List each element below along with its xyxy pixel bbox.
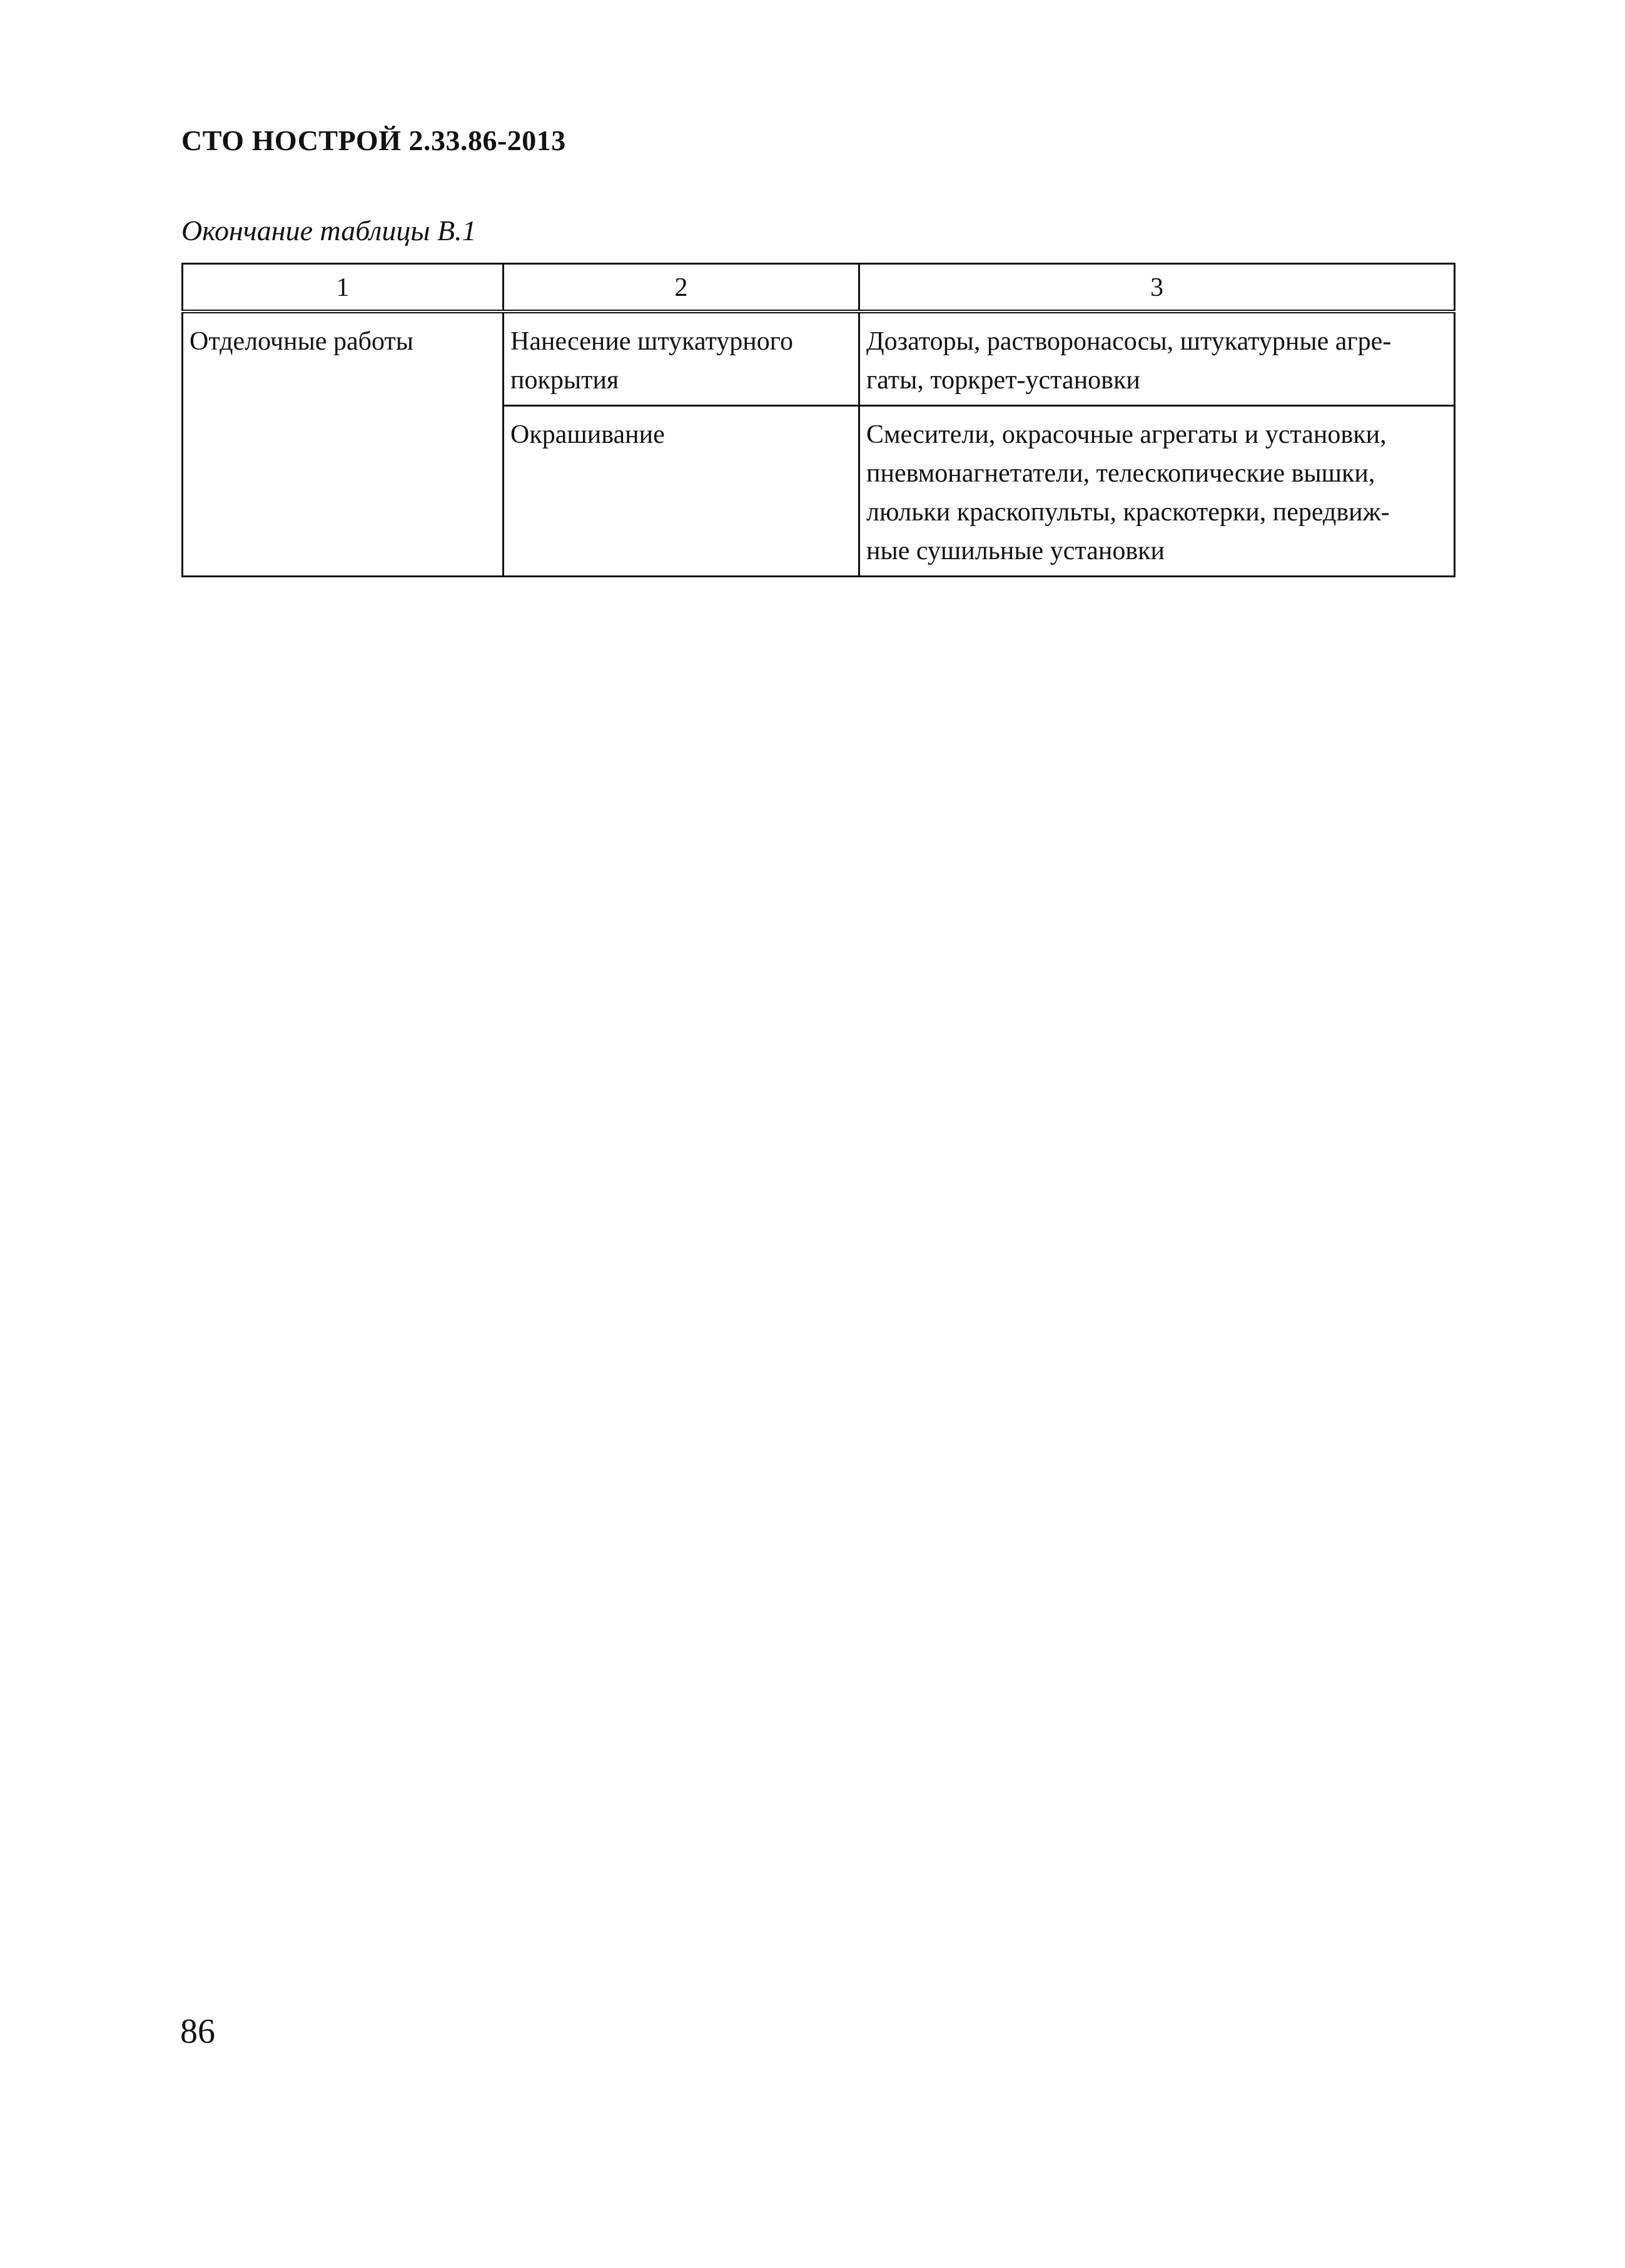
operation-cell [504, 311, 859, 406]
cell-line: люльки краскопульты, краскотерки, передвиж- [866, 498, 1390, 527]
equipment-cell [859, 406, 1455, 577]
work-type-cell: Отделочные работы [183, 311, 504, 577]
table-header-row [183, 264, 1455, 312]
column-header-3: 3 [859, 264, 1455, 312]
column-header-2: 2 [504, 264, 859, 312]
column-header-1: 1 [183, 264, 504, 312]
cell-line: гаты, торкрет-установки [866, 366, 1140, 395]
cell-line: ные сушильные установки [866, 537, 1165, 565]
cell-line: Нанесение штукатурного [510, 327, 793, 356]
table-row [183, 311, 1455, 406]
operation-cell [504, 406, 859, 577]
page-number: 86 [180, 2012, 215, 2051]
document-code-header: СТО НОСТРОЙ 2.33.86-2013 [181, 124, 566, 156]
table-container [181, 263, 1454, 577]
table-caption: Окончание таблицы В.1 [181, 215, 477, 246]
cell-line: Окрашивание [510, 420, 665, 449]
cell-line: покрытия [510, 366, 619, 395]
cell-line: Дозаторы, растворонасосы, штукатурные агре- [866, 327, 1392, 356]
cell-line: пневмонагнетатели, телескопические вышки, [866, 459, 1375, 488]
equipment-table [181, 263, 1455, 577]
cell-line: Смесители, окрасочные агрегаты и установки, [866, 420, 1387, 449]
equipment-cell [859, 311, 1455, 406]
